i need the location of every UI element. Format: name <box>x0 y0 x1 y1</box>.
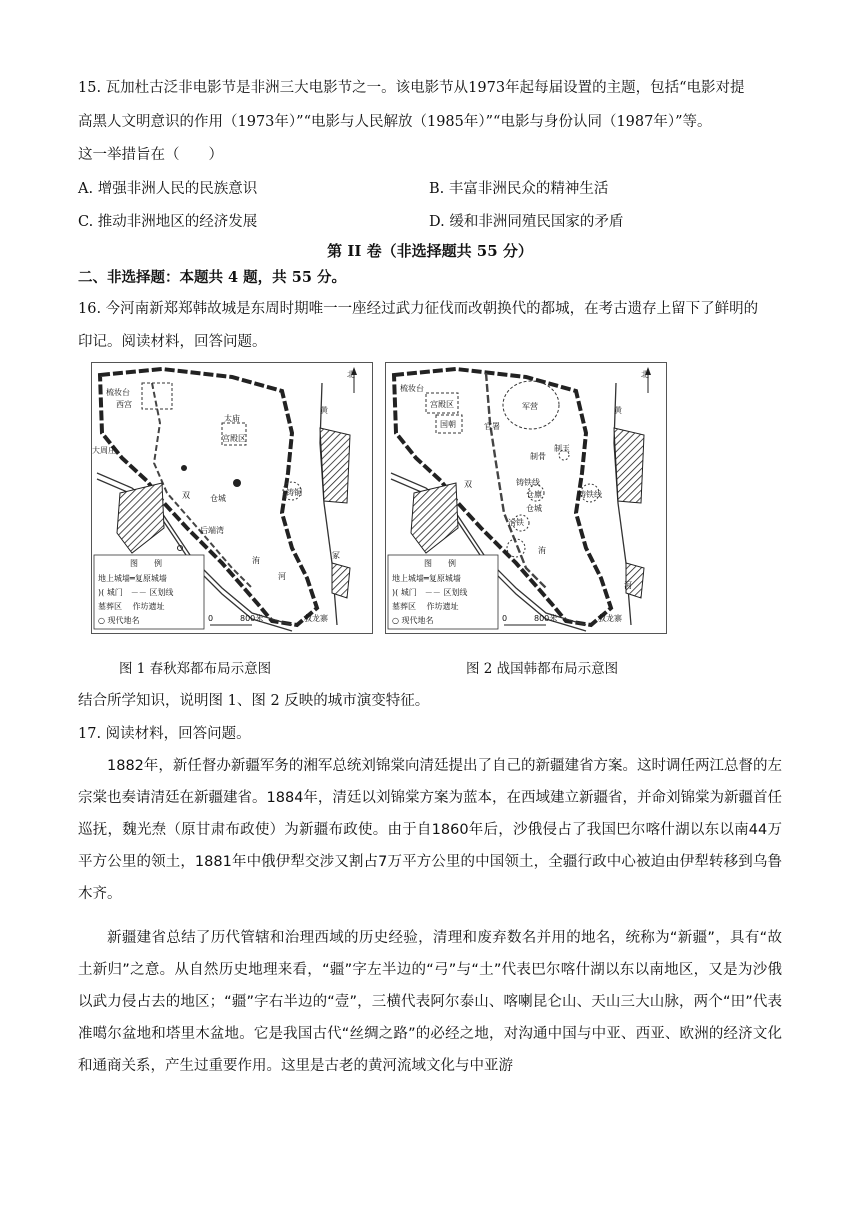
map2-label: 双 <box>464 480 472 489</box>
map2-label: 铸铁线 <box>578 490 602 499</box>
map1-label: 洧 <box>252 556 260 565</box>
map1-north-label: 北 <box>347 370 355 379</box>
map2-label: 冶铁 <box>508 518 524 527</box>
q16-question: 结合所学知识，说明图 1、图 2 反映的城市演变特征。 <box>78 693 430 709</box>
figure-1-caption: 图 1 春秋郑都布局示意图 <box>119 661 272 677</box>
map2-label: 黄 <box>614 406 622 415</box>
map1-label: 冢 <box>332 551 340 560</box>
q15-line-2: 高黑人文明意识的作用（1973年）”“电影与人民解放（1985年）”“电影与身份认同（1987年）”等。 <box>78 114 712 130</box>
map1-label: 叔龙寨 <box>304 614 328 623</box>
map2-label: 洧 <box>538 546 546 555</box>
q15-option-a: A. 增强非洲人民的民族意识 <box>78 181 258 197</box>
map2-label: 梳妆台 <box>400 384 424 393</box>
map2-label: 官署 <box>484 422 500 431</box>
map2-label: 宫殿区 <box>430 400 454 409</box>
map2-label: 仓廪 <box>526 490 542 499</box>
map1-label: 铸铜 <box>286 488 302 497</box>
map2-legend-row: )( 城门 －－ 区划线 <box>392 588 468 597</box>
map1-label: 双 <box>182 491 190 500</box>
map-spring-autumn-zheng <box>91 362 373 634</box>
map1-label: 太庙 <box>224 414 240 423</box>
q16-line-2: 印记。阅读材料，回答问题。 <box>78 334 267 350</box>
map1-label: 仓城 <box>210 494 226 503</box>
map1-label: 河 <box>278 572 286 581</box>
map1-label: 大周庄 <box>92 446 116 455</box>
map1-label: 黄 <box>320 406 328 415</box>
map-1-drawing <box>92 363 372 633</box>
q16-line-1: 16. 今河南新郑郑韩故城是东周时期唯一一座经过武力征伐而改朝换代的都城，在考古遗存上留下了鲜明的 <box>78 301 759 317</box>
map1-legend-row: )( 城门 －－ 区划线 <box>98 588 174 597</box>
map1-legend-row: ○ 现代地名 <box>98 616 140 625</box>
q15-option-d: D. 缓和非洲同殖民国家的矛盾 <box>429 214 624 230</box>
map1-label: 梳妆台 <box>106 388 130 397</box>
part2-section-heading: 二、非选择题：本题共 4 题，共 55 分。 <box>78 269 346 286</box>
map2-label: 制玉 <box>554 444 570 453</box>
map-warring-states-han <box>385 362 667 634</box>
map2-north-label: 北 <box>641 370 649 379</box>
q17-title: 17. 阅读材料，回答问题。 <box>78 726 251 742</box>
map1-label: 宫殿区 <box>222 434 246 443</box>
map2-scale-zero: 0 <box>502 614 508 623</box>
q15-option-c: C. 推动非洲地区的经济发展 <box>78 214 258 230</box>
map1-label: 后端湾 <box>200 526 224 535</box>
map2-label: 仓城 <box>526 504 542 513</box>
map2-label: 铸铁线 <box>516 478 540 487</box>
map1-scale-max: 800米 <box>240 614 264 623</box>
map-2-drawing <box>386 363 666 633</box>
map1-legend-title: 图 例 <box>130 559 162 568</box>
map1-legend-row: 墓葬区 作坊遗址 <box>98 602 165 611</box>
map1-scale-zero: 0 <box>208 614 214 623</box>
q15-line-1: 15. 瓦加杜古泛非电影节是非洲三大电影节之一。该电影节从1973年起每届设置的主题，包括“电影对提 <box>78 80 745 96</box>
map2-label: 军营 <box>522 402 538 411</box>
q17-paragraph-1: 1882年，新任督办新疆军务的湘军总统刘锦棠向清廷提出了自己的新疆建省方案。这时调任两江总督的左宗棠也奏请清廷在新疆建省。1884年，清廷以刘锦棠方案为蓝本，在西域建立新疆省，并命刘锦棠为新疆首任巡抚，魏光焘（原甘肃布政使）为新疆布政使。由于自1860年后，沙俄侵占了我国巴尔喀什湖以东以南44万平方公里的领土，1881年中俄伊犁交涉又割占7万平方公里的中国领土，全疆行政中心被迫由伊犁转移到乌鲁木齐。 <box>78 758 782 902</box>
q15-option-b: B. 丰富非洲民众的精神生活 <box>429 181 609 197</box>
map1-label: 西宫 <box>116 400 132 409</box>
map1-legend-row: 地上城墙═复原城墙 <box>98 574 167 583</box>
map2-scale-max: 800米 <box>534 614 558 623</box>
map2-legend-title: 图 例 <box>424 559 456 568</box>
map2-legend-row: 地上城墙═复原城墙 <box>392 574 461 583</box>
map2-label: 国朝 <box>440 420 456 429</box>
map2-legend-row: ○ 现代地名 <box>392 616 434 625</box>
map2-label: 制骨 <box>530 452 546 461</box>
q17-material <box>78 750 782 1082</box>
figure-2-caption: 图 2 战国韩都布局示意图 <box>466 661 619 677</box>
map2-label: 叔龙寨 <box>598 614 622 623</box>
map2-label: 河 <box>624 581 632 590</box>
part2-title: 第 II 卷（非选择题共 55 分） <box>327 242 533 260</box>
q15-line-3: 这一举措旨在（ ） <box>78 147 223 163</box>
q17-paragraph-2: 新疆建省总结了历代管辖和治理西域的历史经验，清理和废弃数名并用的地名，统称为“新疆”，具有“故土新归”之意。从自然历史地理来看，“疆”字左半边的“弓”与“土”代表巴尔喀什湖以东以南地区，又是为沙俄以武力侵占去的地区；“疆”字右半边的“壹”，三横代表阿尔泰山、喀喇昆仑山、天山三大山脉，两个“田”代表准噶尔盆地和塔里木盆地。它是我国古代“丝绸之路”的必经之地，对沟通中国与中亚、西亚、欧洲的经济文化和通商关系，产生过重要作用。这里是古老的黄河流域文化与中亚游 <box>78 930 782 1074</box>
map2-legend-row: 墓葬区 作坊遗址 <box>392 602 459 611</box>
